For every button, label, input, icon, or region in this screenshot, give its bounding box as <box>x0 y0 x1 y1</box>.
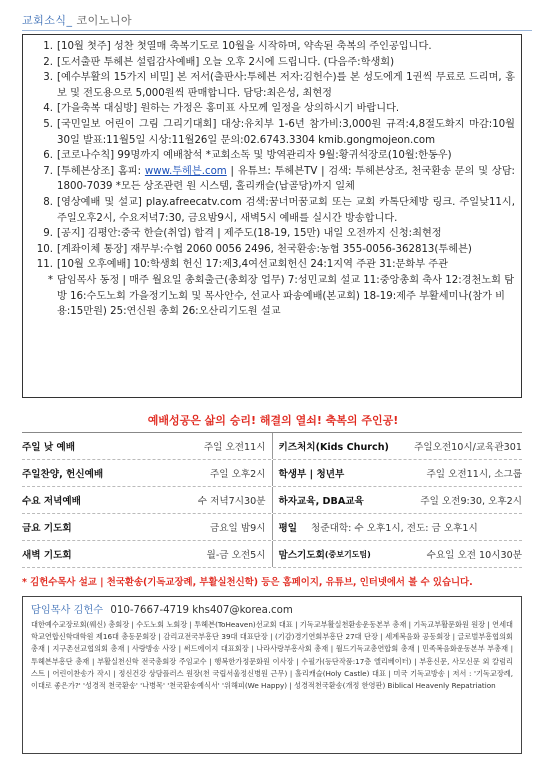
notice-text: [계좌이체 통장] 재무부:수협 2060 0056 2496, 천국환송:농협 355-0056-362813(투헤븐) <box>57 243 472 255</box>
notice-number: 6. <box>43 150 53 162</box>
notice-number: 8. <box>43 196 53 208</box>
notice-number: 2. <box>43 56 53 68</box>
sermon-notice: * 김헌수목사 설교 | 천국환송(기독교장례, 부활실천신학) 등은 홈페이지, 유튜브, 인터넷에서 볼 수 있습니다. <box>22 577 473 588</box>
schedule-label: 주일찬양, 헌신예배 <box>22 469 104 480</box>
section-header <box>22 12 532 28</box>
schedule-cell <box>22 514 273 540</box>
schedule-cell <box>22 460 273 486</box>
schedule-time: 주일 오전11시 <box>203 442 266 453</box>
notice-item <box>31 70 515 101</box>
homepage-link[interactable]: www.투헤븐.com <box>144 165 227 177</box>
schedule-cell <box>273 514 523 540</box>
schedule-row <box>22 433 522 460</box>
schedule-label: 새벽 기도회 <box>22 550 72 561</box>
worship-banner: 예배성공은 삶의 승리! 해결의 열쇠! 축복의 주인공! <box>147 414 399 427</box>
notice-number: 4. <box>43 103 53 115</box>
schedule-row <box>22 514 522 541</box>
worship-schedule-table <box>22 432 522 568</box>
schedule-time: 주일 오후2시 <box>210 469 266 480</box>
schedule-label: 하자교육, DBA교육 <box>278 496 364 507</box>
schedule-label: 키즈처치(Kids Church) <box>278 442 389 453</box>
schedule-cell <box>273 460 523 486</box>
notice-item <box>31 55 515 71</box>
notice-number: 11. <box>36 259 53 271</box>
notice-text: 담임목사 동정 | 매주 월요일 총회출근(총회장 업무) 7:성민교회 설교 11:중앙총회 축사 12:경천노회 탐방 16:수도노회 가을정기노회 및 목사안수, 선교사 파송예배(본교회) 18-19:제주 부활세미나(참가 비용:15만원) 25:연신원 총회 26:오산리기도원 설교 <box>57 274 515 318</box>
schedule-label: 평일 <box>278 523 298 534</box>
schedule-label: 금요 기도회 <box>22 523 72 534</box>
notice-number: 10. <box>36 243 53 255</box>
notice-text <box>57 164 515 195</box>
schedule-cell <box>22 487 273 513</box>
notice-number: 9. <box>43 228 53 240</box>
notice-number: 7. <box>43 165 53 177</box>
schedule-time: 수요일 오전 10시30분 <box>426 550 522 561</box>
notice-item <box>31 148 515 164</box>
notice-item <box>31 257 515 273</box>
notice-item <box>31 39 515 55</box>
notice-number: 3. <box>43 72 53 84</box>
header-subtitle: 코이노니아 <box>76 14 133 27</box>
notice-text: [영상예배 및 설교] play.afreecatv.com 검색:꿈너머꿈교회 또는 교회 카톡단체방 링크. 주일낮11시, 주일오후2시, 수요저녁7:30, 금요밤9시, 새벽5시 예배를 실시간 방송합니다. <box>57 196 515 224</box>
notice-text: [코로나수칙] 99명까지 예배참석 *교회소독 및 방역관리자 9월:황귀석장로(10월:한동우) <box>57 150 452 162</box>
notice-text: [예수부활의 15가지 비밀] 본 저서(출판사:투헤븐 저자:김헌수)를 본 성도에게 1권씩 무료로 드리며, 홍보 및 전도용으로 5,000원씩 판매합니다. 담당:최은성, 최현정 <box>57 72 515 99</box>
schedule-cell <box>22 433 273 459</box>
schedule-cell <box>22 541 273 567</box>
schedule-row <box>22 487 522 514</box>
schedule-cell <box>273 541 523 567</box>
pastor-header <box>31 601 513 616</box>
schedule-cell <box>273 433 523 459</box>
notice-text: [10월 오후예배] 10:학생회 헌신 17:제3,4여선교회헌신 24:1지역 주관 31:문화부 주관 <box>57 259 448 271</box>
notice-item <box>31 164 515 195</box>
notice-text: [국민일보 어린이 그림 그리기대회] 대상:유치부 1-6년 참가비:3,000원 규격:4,8절도화지 마감:10월30일 발표:11월5일 시상:11월26일 문의:02.6743.3304 kmib.gongmojeon.com <box>57 118 515 146</box>
schedule-cell <box>273 487 523 513</box>
schedule-row <box>22 460 522 487</box>
schedule-time: 청준대학: 수 오후1시, 전도: 금 오후1시 <box>311 523 478 534</box>
schedule-label-note: (중보기도팀) <box>324 549 371 559</box>
pastor-activities-item <box>31 273 515 320</box>
pastor-title: 담임목사 김헌수 <box>31 605 104 616</box>
schedule-label: 학생부 | 청년부 <box>278 469 345 480</box>
schedule-label: 맘스기도회 <box>278 550 325 561</box>
notice-item <box>31 226 515 242</box>
notice-text: [공지] 김평안:중국 한슬(취업) 합격 | 제주도(18-19, 15만) 내일 오전까지 신청:최현정 <box>57 228 442 240</box>
schedule-time: 주일 오전11시, 소그룹 <box>426 469 522 480</box>
pastor-contact: 010-7667-4719 khs407@korea.com <box>110 605 293 616</box>
notice-text-post: | 유튜브: 투헤븐TV | 검색: 투헤븐상조, 천국환송 문의 및 상담: 1800-7039 *모든 상조관련 원 시스템, 홀리캐슬(납골당)까지 일체 <box>57 165 515 193</box>
schedule-row <box>22 541 522 568</box>
pastor-bio: 대한예수교장로회(웨신) 총회장 | 수도노회 노회장 | 투헤븐(ToHeaven)선교회 대표 | 기독교부활실천환송운동본부 총재 | 기독교부활문화원 원장 | 연세대학교연합신학대학원 제16대 총동문회장 | 감리교전국부흥단 39대 대표단장 | (기감)경기연회부흥단 27대 단장 | 세계복음화 공동회장 | 글로벌부흥협의회 총재 | 지구촌선교협의회 총재 | 사랑방송 사장 | 써드에이지 대표회장 | 나라사랑부흥사회 총재 | 월드기독교총연합회 총재 | 민족복음화운동본부 부총재 | 투헤븐부흥단 총재 | 부활실천신학 전국총회장 주임교수 | 행복한가정문화원 이사장 | 수필가(등단작품:17층 엘리베이터) | 부흥신문, 사모신문 외 칼럼리스트 | 어린이찬송가 작시 | 정신건강 상담플러스 원장(천 국립서울정신병원 근무) | 홀리캐슬(Holy Castle) 대표 | 미국 기독교방송 | 저서 : '기독교장례, 이대로 좋은가?' '성경적 천국환송' '나병목' '천국환송예식서' '위해피(We Happy) | 성경적천국환송(개정 한영판) Biblical Heavenly Repatriation <box>31 620 513 691</box>
notice-number: 5. <box>43 118 53 130</box>
pastor-profile-box <box>22 596 522 754</box>
notice-text: [도서출판 투헤븐 설립감사예배] 오늘 오후 2시에 드립니다. (다음주:학생회) <box>57 56 395 68</box>
header-divider <box>22 30 532 31</box>
notice-item <box>31 195 515 226</box>
schedule-time: 금요일 밤9시 <box>210 523 266 534</box>
notice-text: [가을축복 대심방] 원하는 가정은 홍미표 사모께 일정을 상의하시기 바랍니다. <box>57 103 400 115</box>
schedule-time: 월-금 오전5시 <box>206 550 266 561</box>
notice-text-pre: [투헤븐상조] 홈피: <box>57 165 145 177</box>
schedule-label: 주일 낮 예배 <box>22 442 76 453</box>
notice-number: 1. <box>43 41 53 52</box>
notice-item <box>31 101 515 117</box>
notice-box <box>22 34 522 398</box>
notice-item <box>31 117 515 148</box>
notice-bullet: * <box>47 274 53 286</box>
schedule-time: 주일 오전9:30, 오후2시 <box>420 496 522 507</box>
notice-item <box>31 242 515 258</box>
header-title: 교회소식_ <box>22 14 73 27</box>
schedule-time: 주일오전10시/교육관301 <box>414 442 522 453</box>
schedule-time: 수 저녁7시30분 <box>197 496 266 507</box>
notice-text: [10월 첫주] 성찬 첫열매 축복기도로 10월을 시작하며, 약속된 축복의 주인공입니다. <box>57 41 432 52</box>
schedule-label: 수요 저녁예배 <box>22 496 81 507</box>
